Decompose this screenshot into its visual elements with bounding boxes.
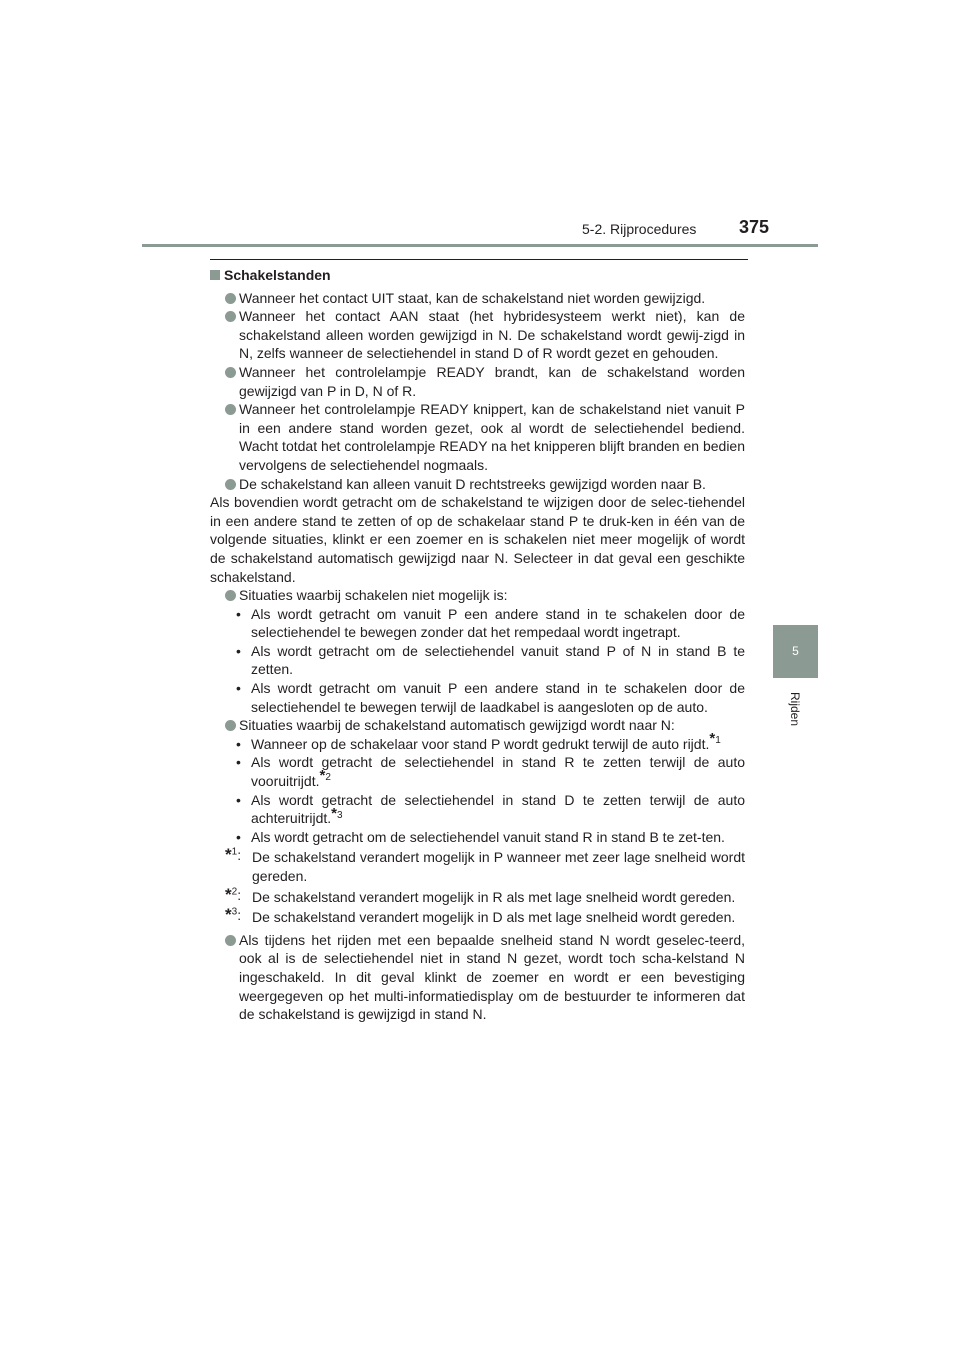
section-title-text: Schakelstanden [224,267,331,283]
sub-item-text: Als wordt getracht de selectiehendel in stand R te zetten terwijl de auto vooruitrijdt. [251,754,745,790]
circle-bullet-icon [225,367,236,378]
sub-item: • Als wordt getracht de selectiehendel in stand R te zetten terwijl de auto vooruitrijdt.$^{*2}$ [236,754,745,790]
list-item [224,289,745,308]
sub-item: • Wanneer op de schakelaar voor stand P wordt gedrukt terwijl de auto rijdt.$^{*1}$ [236,730,721,752]
sub-item-text: Als wordt getracht om vanuit P een andere stand in te schakelen door de selectiehendel te bewegen zonder dat het rempedaal wordt ingetrapt. [251,605,745,641]
dot-bullet-icon: • [236,735,241,752]
list-item-text: Wanneer het contact UIT staat, kan de schakelstand niet worden gewijzigd. [239,289,706,306]
sub-item [224,679,745,716]
content-rule [210,259,748,260]
footnote-mark: *$^2$: [225,884,242,904]
footnote [224,845,745,885]
sub-item-text: Als wordt getracht de selectiehendel in stand D te zetten terwijl de auto achteruitrijdt. [251,791,745,827]
list-item-text: Wanneer het controlelampje READY brandt, kan de schakelstand worden gewijzigd van P in D, N of R. [239,363,745,399]
sub-item [224,605,745,642]
list-item [224,307,745,363]
list-item-text: De schakelstand kan alleen vanuit D rechtstreeks gewijzigd worden naar B. [239,475,706,492]
dot-bullet-icon: • [236,642,241,659]
footnote-ref: 2 [325,772,331,784]
list-item [224,475,745,494]
circle-bullet-icon [225,311,236,322]
section-title [210,266,745,285]
chapter-label: Rijden [788,692,802,727]
circle-bullet-icon [225,404,236,415]
paragraph: Als bovendien wordt getracht om de schakelstand te wijzigen door de selec-tiehendel in een andere stand te zetten of op de schakelaar stand P te druk-ken in één van de volgende situaties, klinkt er een zoemer en is schakelen niet meer mogelijk of wordt de schakelstand automatisch gewijzigd naar N. Selecteer in dat geval een geschikte schakelstand. [210,494,745,585]
dot-bullet-icon: • [236,828,241,845]
list-item [224,716,745,735]
page-content [210,266,745,1024]
sub-item-text: Wanneer op de schakelaar voor stand P wordt gedrukt terwijl de auto rijdt. [251,735,710,752]
list-item [224,586,745,605]
list-item-text: Situaties waarbij de schakelstand automatisch gewijzigd wordt naar N: [239,717,675,734]
sub-item: • Als wordt getracht de selectiehendel in stand D te zetten terwijl de auto achteruitrijdt.$^{*3}$ [236,791,745,827]
footnote-text: De schakelstand verandert mogelijk in R als met lage snelheid wordt gereden. [252,888,736,905]
footnote-ref: 1 [715,735,721,747]
sub-item [224,642,745,679]
circle-bullet-icon [225,720,236,731]
circle-bullet-icon [225,479,236,490]
circle-bullet-icon [225,935,236,946]
footnote [224,905,745,927]
dot-bullet-icon: • [236,605,241,622]
list-item-text: Wanneer het contact AAN staat (het hybridesysteem werkt niet), kan de schakelstand alleen worden gewijzigd in N. De schakelstand wordt gewij-zigd in N, zelfs wanneer de selectiehendel in stand D of R wordt gezet en gehouden. [239,308,745,362]
square-bullet-icon [210,270,220,280]
circle-bullet-icon [225,293,236,304]
list-item-text: Situaties waarbij schakelen niet mogelijk is: [239,587,508,604]
list-item [224,363,745,400]
list-item-text: Als tijdens het rijden met een bepaalde snelheid stand N wordt geselec-teerd, ook al is de selectiehendel niet in stand N gezet, wordt toch scha-kelstand N ingeschakeld. In dit geval klinkt de zoemer en wordt er een bevestiging weergegeven op het multi-informatiedisplay om de bestuurder te informeren dat de schakelstand is gewijzigd in stand N. [239,931,745,1023]
footnote-mark: *$^3$: [225,905,242,925]
list-item-text: Wanneer het controlelampje READY knippert, kan de schakelstand niet vanuit P in een andere stand worden gezet, ook al wordt de selectiehendel bediend. Wacht totdat het controlelampje READY na het knipperen blijft branden en bedien vervolgens de selectiehendel nogmaals. [239,401,745,473]
list-item [224,931,745,1024]
dot-bullet-icon: • [236,754,241,771]
footnote-text: De schakelstand verandert mogelijk in D als met lage snelheid wordt gereden. [252,909,736,926]
header-section-title: 5-2. Rijprocedures [582,221,697,237]
footnote-mark: *$^1$: [225,845,242,865]
dot-bullet-icon: • [236,791,241,808]
sub-item-text: Als wordt getracht om de selectiehendel vanuit stand P of N in stand B te zetten. [251,642,745,678]
list-item [224,400,745,474]
sub-item-text: Als wordt getracht om vanuit P een andere stand in te schakelen door de selectiehendel te bewegen terwijl de laadkabel is aangesloten op de auto. [251,680,745,715]
footnote-text: De schakelstand verandert mogelijk in P wanneer met zeer lage snelheid wordt gereden. [252,849,745,884]
sub-item [224,828,745,847]
footnote-ref: 3 [337,809,343,821]
dot-bullet-icon: • [236,680,241,697]
sub-item-text: Als wordt getracht om de selectiehendel vanuit stand R in stand B te zet-ten. [251,828,725,845]
header-rule [142,244,818,247]
page-number: 375 [739,217,770,237]
circle-bullet-icon [225,590,236,601]
chapter-tab: 5 [773,625,818,678]
footnote [224,884,745,907]
